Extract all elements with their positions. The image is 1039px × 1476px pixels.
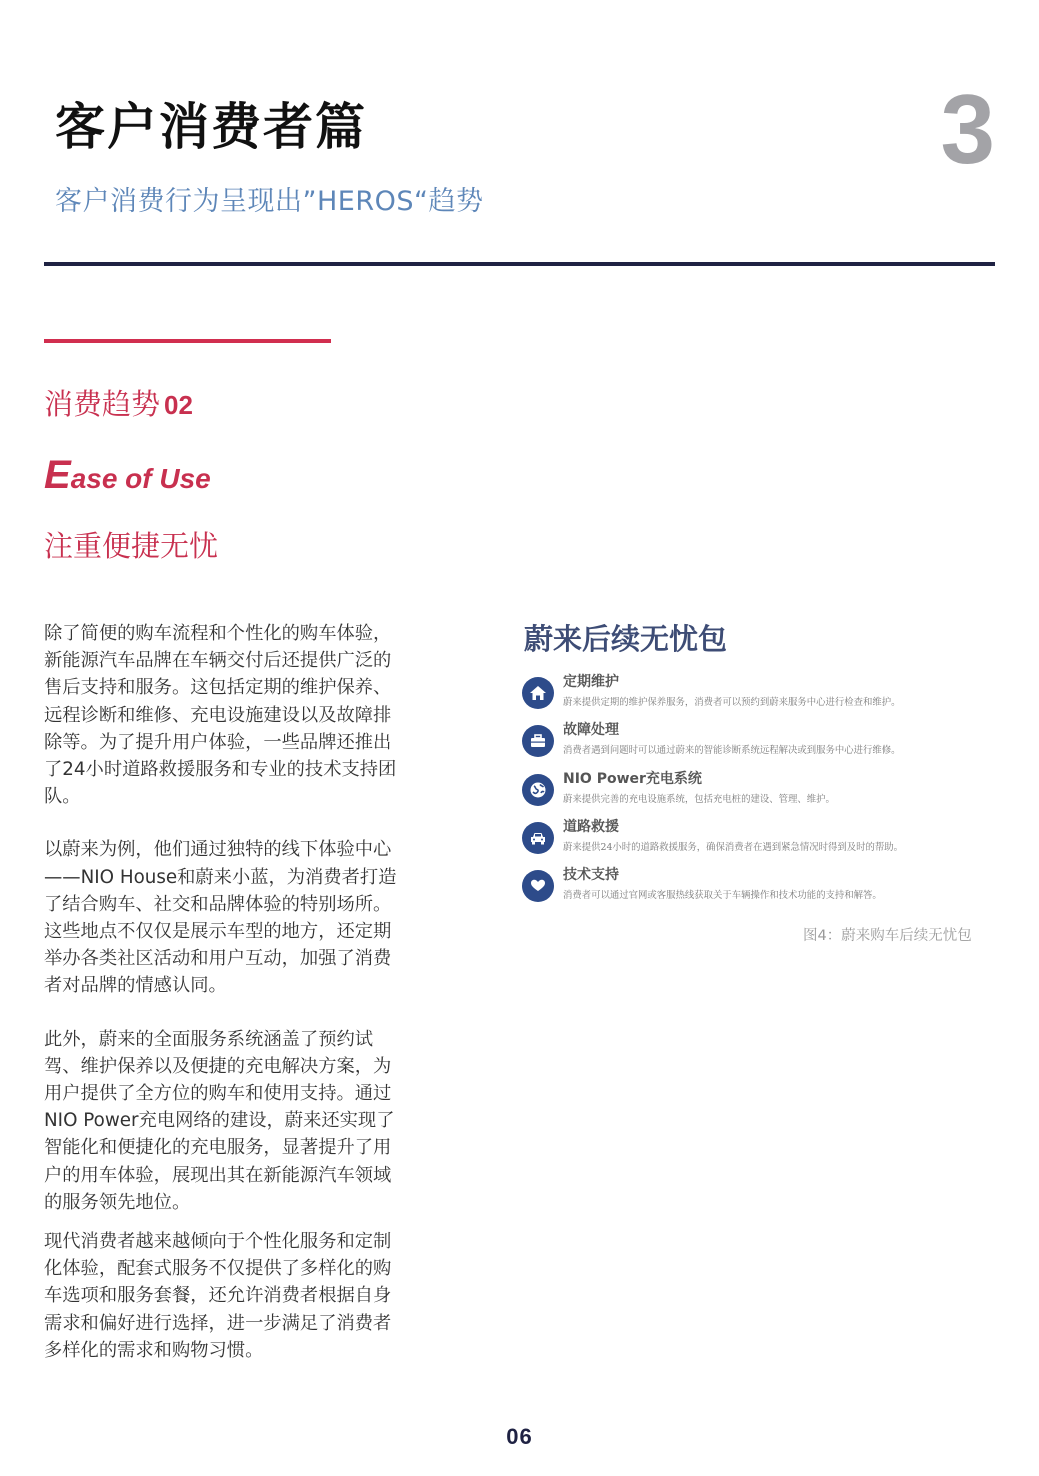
body-paragraph: 现代消费者越来越倾向于个性化服务和定制化体验，配套式服务不仅提供了多样化的购车选项和服务套餐，还允许消费者根据自身需求和偏好进行选择，进一步满足了消费者多样化的需求和购物习惯。 (44, 1231, 392, 1361)
toolbox-icon (522, 725, 554, 757)
figure-item-desc: 蔚来提供24小时的道路救援服务，确保消费者在遇到紧急情况时得到及时的帮助。 (563, 842, 904, 853)
chapter-title: 客户消费者篇 (55, 98, 367, 156)
figure-item-tech-support (520, 866, 965, 912)
body-paragraph: 以蔚来为例，他们通过独特的线下体验中心——NIO House和蔚来小蓝，为消费者打造了结合购车、社交和品牌体验的特别场所。这些地点不仅仅是展示车型的地方，还定期举办各类社区活动和用户互动，加强了消费者对品牌的情感认同。 (44, 839, 397, 997)
home-icon (522, 677, 554, 709)
figure-caption: 图4：蔚来购车后续无忧包 (803, 928, 972, 944)
header-divider (44, 262, 995, 266)
figure-item-roadside (520, 818, 965, 864)
chapter-subtitle: 客户消费行为呈现出”HEROS“趋势 (55, 186, 484, 217)
trend-number: 02 (164, 390, 193, 420)
figure-item-title: 定期维护 (563, 674, 619, 690)
figure-item-title: 技术支持 (563, 867, 619, 883)
trend-chinese-title: 注重便捷无忧 (44, 529, 219, 563)
figure-item-troubleshooting (520, 721, 965, 767)
figure-item-desc: 消费者可以通过官网或客服热线获取关于车辆操作和技术功能的支持和解答。 (563, 890, 882, 901)
body-text (44, 620, 406, 1364)
section-accent-line (44, 339, 331, 343)
figure-item-charging (520, 770, 965, 816)
globe-icon (522, 774, 554, 806)
body-paragraph: 此外，蔚来的全面服务系统涵盖了预约试驾、维护保养以及便捷的充电解决方案，为用户提供了全方位的购车和使用支持。通过NIO Power充电网络的建设，蔚来还实现了智能化和便捷化的充电服务，显著提升了用户的用车体验，展现出其在新能源汽车领域的服务领先地位。 (44, 1028, 395, 1213)
chapter-number: 3 (940, 74, 995, 184)
body-paragraph: 除了简便的购车流程和个性化的购车体验，新能源汽车品牌在车辆交付后还提供广泛的售后支持和服务。这包括定期的维护保养、远程诊断和维修、充电设施建设以及故障排除等。为了提升用户体验，一些品牌还推出了24小时道路救援服务和专业的技术支持团队。 (44, 623, 397, 808)
trend-english-title (44, 450, 211, 509)
figure-item-desc: 蔚来提供完善的充电设施系统，包括充电桩的建设、管理、维护。 (563, 794, 835, 805)
figure-title: 蔚来后续无忧包 (524, 622, 728, 656)
figure-item-title: 道路救援 (563, 819, 619, 835)
service-package-figure (518, 615, 968, 915)
car-icon (522, 822, 554, 854)
trend-heading (44, 383, 193, 426)
figure-item-desc: 蔚来提供定期的维护保养服务，消费者可以预约到蔚来服务中心进行检查和维护。 (563, 697, 901, 708)
trend-label: 消费趋势 (44, 387, 161, 421)
trend-english-rest: ase of Use (70, 463, 211, 494)
heart-hand-icon (522, 870, 554, 902)
figure-item-maintenance (520, 673, 965, 719)
figure-item-title: NIO Power充电系统 (563, 771, 702, 787)
page-number: 06 (506, 1424, 533, 1449)
figure-item-title: 故障处理 (563, 722, 619, 738)
figure-item-desc: 消费者遇到问题时可以通过蔚来的智能诊断系统远程解决或到服务中心进行维修。 (563, 745, 901, 756)
trend-english-initial: E (44, 453, 71, 497)
